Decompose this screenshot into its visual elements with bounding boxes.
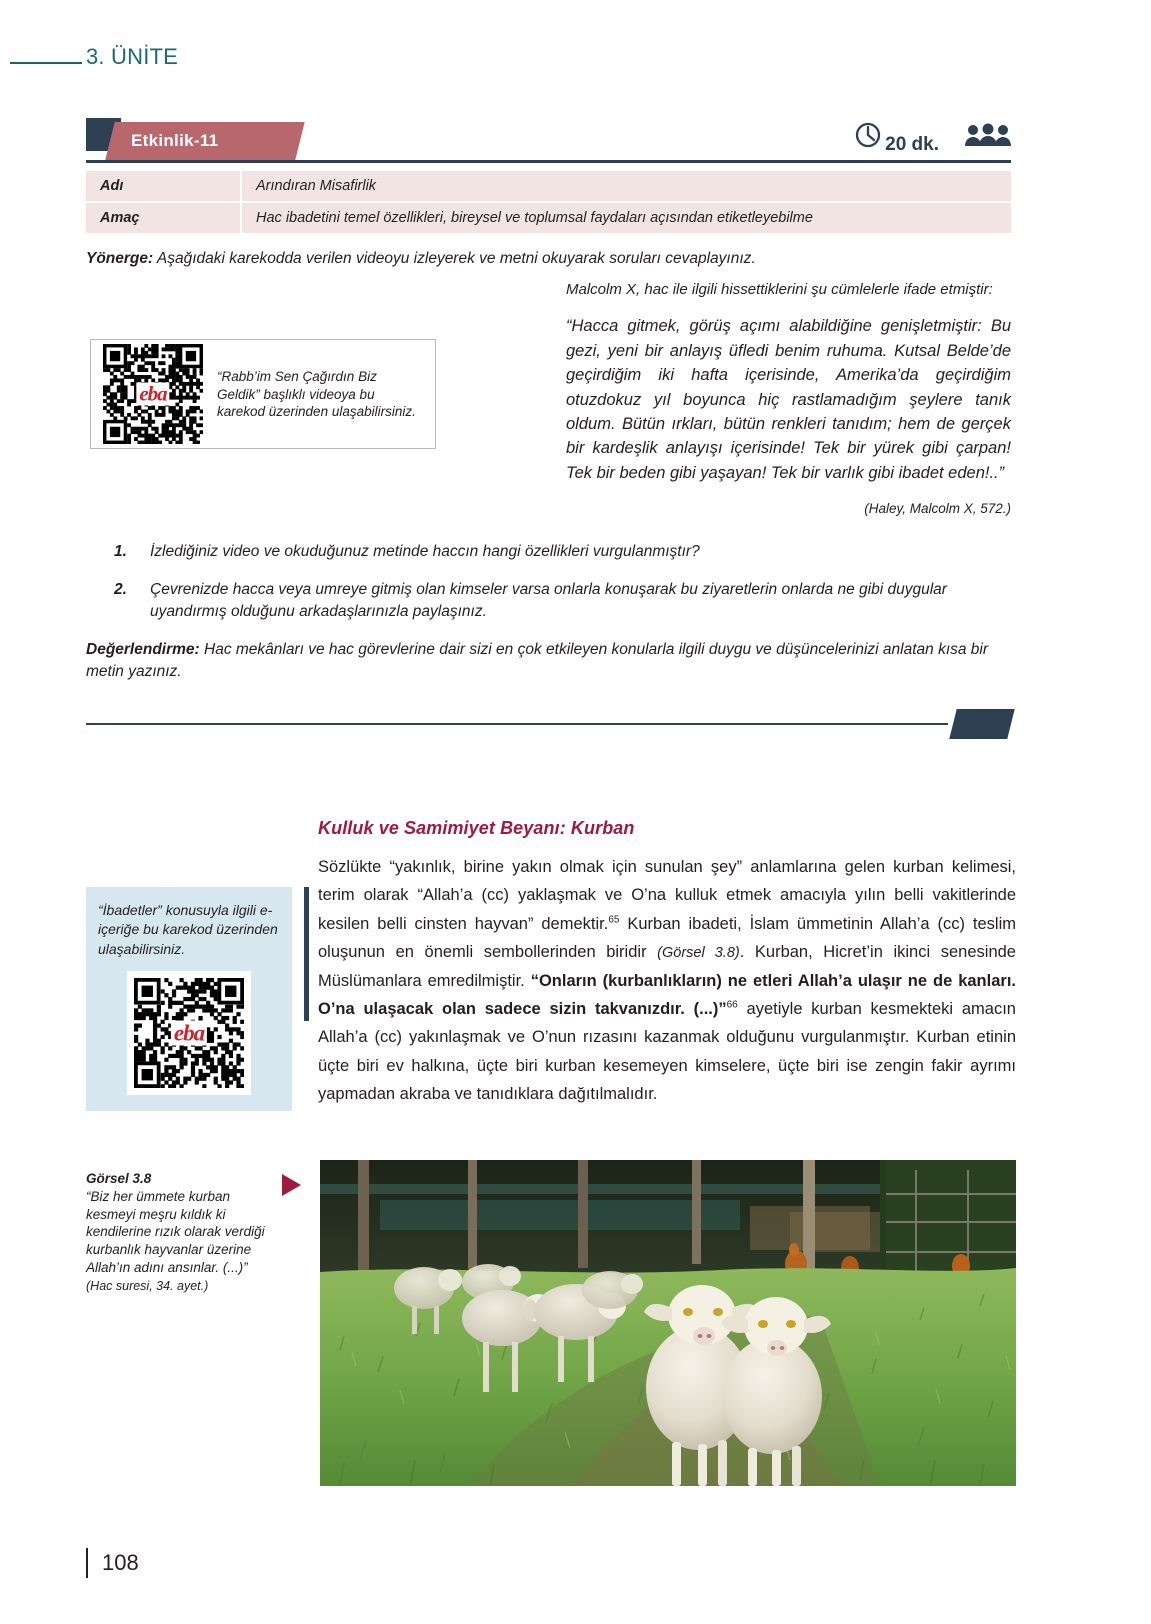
duration-label: 20 dk. — [885, 134, 939, 155]
list-item — [86, 541, 1011, 563]
figure-caption-text: “Biz her ümmete kurban kesmeyi meşru kıldık ki kendilerine rızık olarak verdiği kurbanlık hayvanlar üzerine Allah’ın adını ansınlar. (...)” — [86, 1188, 265, 1276]
section-body — [86, 853, 1016, 1108]
page-number-block — [86, 1548, 139, 1578]
duration-group — [854, 120, 939, 155]
section-title: Kulluk ve Samimiyet Beyanı: Kurban — [318, 818, 635, 838]
table-row-value: Arındıran Misafirlik — [241, 171, 1011, 202]
section-accent-bar — [304, 887, 309, 1021]
question-text: İzlediğiniz video ve okuduğunuz metinde haccın hangi özellikleri vurgulanmıştır? — [150, 543, 700, 561]
qr-and-quote-row — [86, 279, 1011, 519]
paragraph-part-1: Sözlükte “yakınlık, birine yakın olmak için sunulan şey” anlamlarına gelen kurban kelimesi, terim olarak “Allah’a (cc) yaklaşmak ve O’na kulluk etmek amacıyla yılın belli vakitlerinde kesilen belli cinsten hayvan” demektir. — [318, 858, 1016, 933]
activity-end-shape — [949, 709, 1014, 739]
unit-header — [0, 44, 1151, 80]
malcolmx-quote: “Hacca gitmek, görüş açımı alabildiğine genişletmiştir: Bu gezi, yeni bir anlayış üfledi benim ruhuma. Kutsal Belde’de geçirdiğim iki hafta içerisinde, Amerika’da geçirdiğim otuzdokuz yıl boyunca hiç rastlamadığım şeylere tanık oldum. Bütün ırkları, bütün renkleri tanıdım; hem de gerçek bir kardeşlik anlayışı içerisinde! Tek bir yürek gibi çarpan! Tek bir beden gibi yaşayan! Tek bir varlık gibi ibadet eden!..” — [566, 317, 1011, 482]
yonerge-label: Yönerge: — [86, 249, 154, 267]
kurban-section — [86, 818, 1016, 1108]
paragraph-part-2: Kurban ibadeti, İslam ümmetinin Allah’a (cc) teslim oluşunun en önemli sembollerinden biridir — [318, 914, 1016, 962]
question-text: Çevrenizde hacca veya umreye gitmiş olan kimseler varsa onlarla konuşarak bu ziyaretlerin onlarda ne gibi duygular uyandırmış olduğunu arkadaşlarınızla paylaşınız. — [150, 581, 947, 621]
activity-footer — [86, 709, 1011, 739]
eba-logo: eba — [171, 1020, 207, 1045]
activity-box — [86, 112, 1011, 739]
activity-info-table — [86, 171, 1011, 235]
table-row — [86, 202, 1011, 234]
question-number: 1. — [114, 543, 127, 561]
paragraph-part-4: ayetiyle kurban kesmekteki amacın Allah’a (cc) yakınlaşmak ve O’nun rızasını kazanmak olduğunu vurgulanmıştır. Kurban etinin üçte biri ev halkına, üçte biri kurban kesemeyen kimselere, üçte biri ise zengin fakir ayrımı yapmadan akraba ve tanıdıklara dağıtılmalıdır. — [318, 999, 1016, 1103]
activity-top-rule — [86, 160, 1011, 163]
quote-intro: Malcolm X, hac ile ilgili hissettiklerini şu cümlelerle ifade etmiştir: — [566, 281, 993, 299]
degerlendirme-label: Değerlendirme: — [86, 641, 200, 659]
activity-tab-label: Etkinlik-11 — [131, 131, 219, 150]
ayet-quote: “Onların (kurbanlıkların) ne etleri Allah’a ulaşır ne de kanları. O’na ulaşacak olan sadece sizin takvanızdır. (...)” — [318, 971, 1016, 1018]
question-list — [86, 541, 1011, 623]
econtent-qr-box[interactable] — [127, 971, 251, 1095]
qr-code-econtent[interactable] — [134, 978, 244, 1088]
figure-caption-title: Görsel 3.8 — [86, 1171, 152, 1186]
page-number: 108 — [102, 1550, 139, 1575]
clock-icon — [854, 120, 884, 155]
footnote-marker-65: 65 — [608, 914, 620, 926]
econtent-qr-caption: “İbadetler” konusuyla ilgili e-içeriğe bu karekod üzerinden ulaşabilirsiniz. — [98, 902, 278, 957]
table-row-value: Hac ibadetini temel özellikleri, bireysel ve toplumsal faydaları açısından etiketleyebilme — [241, 202, 1011, 234]
table-row — [86, 171, 1011, 202]
list-item — [86, 579, 1011, 623]
video-qr-card[interactable] — [90, 339, 436, 449]
paragraph-part-3: . Kurban, Hicret’in ikinci senesinde Müslümanlara emredilmiştir. — [318, 943, 1016, 990]
unit-header-rule — [10, 62, 82, 64]
people-group-icon — [965, 123, 1011, 152]
eba-logo: eba — [136, 383, 169, 406]
yonerge-line — [86, 249, 1011, 270]
degerlendirme-block — [86, 639, 1011, 683]
activity-tab-row — [86, 112, 1011, 160]
table-row-label: Adı — [86, 171, 241, 202]
figure-reference: (Görsel 3.8) — [657, 945, 740, 962]
unit-title: 3. ÜNİTE — [86, 44, 179, 69]
page-number-rule — [86, 1548, 88, 1578]
table-row-label: Amaç — [86, 202, 241, 234]
degerlendirme-text: Hac mekânları ve hac görevlerine dair sizi en çok etkileyen konularla ilgili duygu ve düşüncelerinizi anlatan kısa bir metin yazınız. — [86, 641, 989, 681]
footnote-marker-66: 66 — [726, 999, 738, 1011]
figure-caption-source: (Hac suresi, 34. ayet.) — [86, 1278, 209, 1293]
yonerge-text: Aşağıdaki karekodda verilen videoyu izleyerek ve metni okuyarak soruları cevaplayınız. — [153, 249, 756, 267]
econtent-qr-card[interactable] — [86, 887, 292, 1111]
triangle-marker-icon — [282, 1174, 301, 1196]
qr-code-video[interactable] — [103, 344, 203, 444]
video-qr-caption: “Rabb’im Sen Çağırdın Biz Geldik” başlıklı videoya bu karekod üzerinden ulaşabilirsiniz. — [217, 368, 416, 420]
activity-bottom-rule — [86, 723, 948, 725]
quote-source: (Haley, Malcolm X, 572.) — [864, 501, 1011, 517]
kurban-paragraph — [318, 853, 1016, 1108]
activity-meta — [854, 120, 1011, 155]
figure-caption — [86, 1170, 272, 1294]
question-number: 2. — [114, 581, 127, 599]
sheep-photograph — [320, 1160, 1016, 1486]
